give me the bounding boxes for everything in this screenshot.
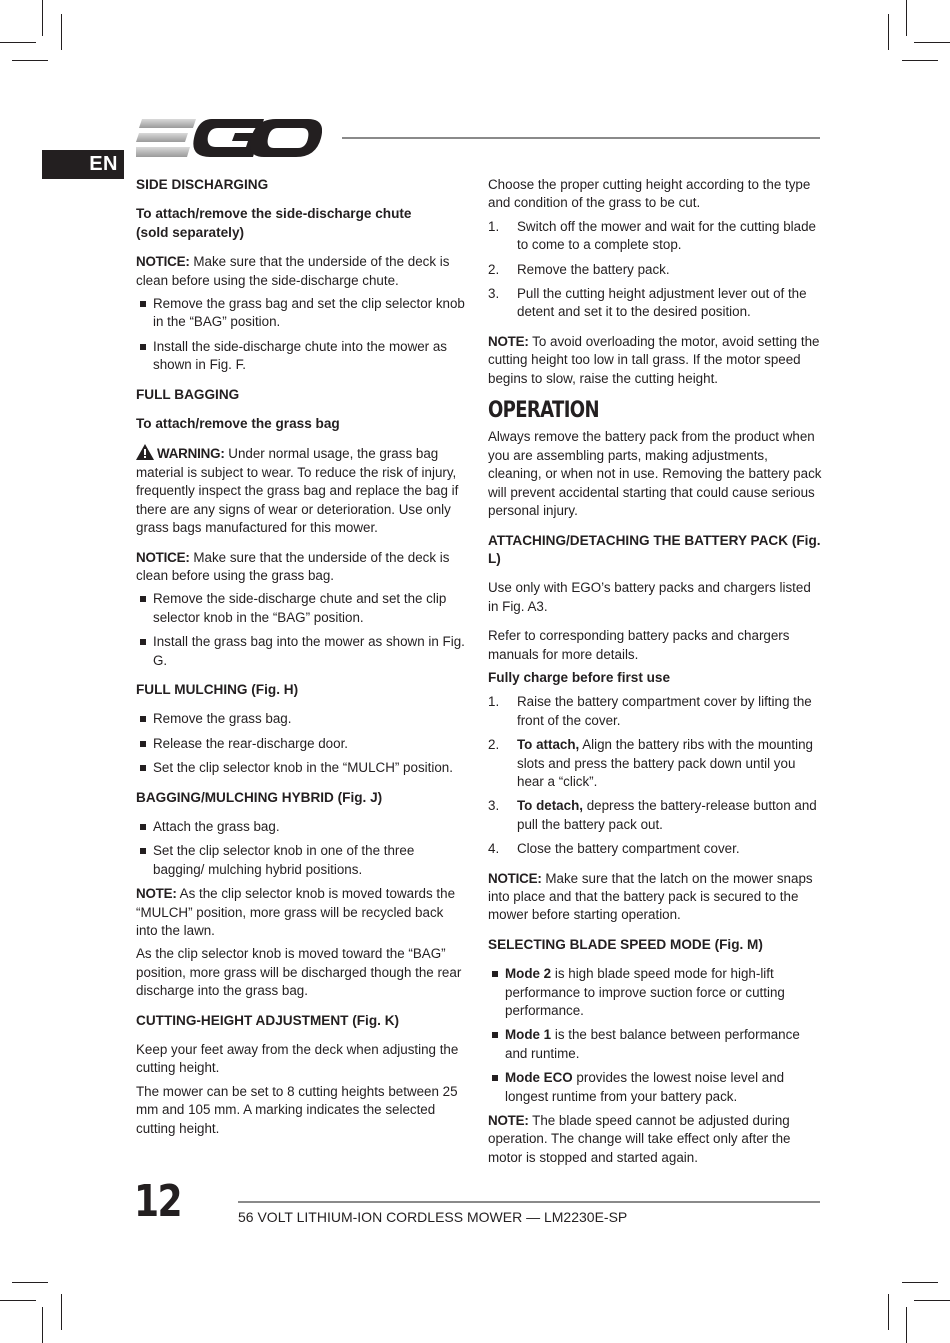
list-item xyxy=(488,285,822,322)
crop-mark xyxy=(906,1307,907,1343)
list-item: Set the clip selector knob in the “MULCH” position. xyxy=(136,759,468,777)
ego-logo xyxy=(136,117,322,159)
subheading: To attach/remove the grass bag xyxy=(136,416,340,432)
list-item: Release the rear-discharge door. xyxy=(136,735,468,753)
step-number: 1. xyxy=(488,694,500,710)
list-item xyxy=(488,218,822,255)
footer-title: 56 VOLT LITHIUM-ION CORDLESS MOWER — LM2230E-SP xyxy=(238,1209,628,1225)
crop-mark xyxy=(61,14,62,50)
step-text: Raise the battery compartment cover by lifting the front of the cover. xyxy=(517,694,812,728)
notice-paragraph xyxy=(136,253,468,290)
note-paragraph xyxy=(136,885,468,940)
list-item xyxy=(488,736,822,791)
list-item: Set the clip selector knob in one of the three bagging/ mulching hybrid positions. xyxy=(136,842,468,879)
crop-mark xyxy=(914,1300,950,1301)
step-number: 2. xyxy=(488,261,500,277)
paragraph: Refer to corresponding battery packs and chargers manuals for more details. xyxy=(488,628,790,662)
paragraph: As the clip selector knob is moved toward the “BAG” position, more grass will be discharged though the rear discharge into the grass bag. xyxy=(136,946,462,999)
bullet-list xyxy=(136,295,468,375)
crop-mark xyxy=(888,14,889,50)
crop-mark xyxy=(12,60,48,61)
crop-mark xyxy=(902,60,938,61)
notice-text: Make sure that the underside of the deck is clean before using the grass bag. xyxy=(136,549,450,583)
crop-mark xyxy=(914,42,950,43)
step-number: 2. xyxy=(488,737,500,753)
warning-paragraph xyxy=(136,444,468,537)
bullet-list xyxy=(136,590,468,670)
step-number: 4. xyxy=(488,841,500,857)
crop-mark xyxy=(12,1282,48,1283)
notice-paragraph xyxy=(136,549,468,586)
list-item: Remove the grass bag and set the clip selector knob in the “BAG” position. xyxy=(136,295,468,332)
list-item xyxy=(488,261,822,279)
subheading-line: (sold separately) xyxy=(136,224,245,240)
list-item xyxy=(488,965,822,1020)
section-heading: FULL MULCHING (Fig. H) xyxy=(136,681,299,697)
list-item xyxy=(488,693,822,730)
crop-mark xyxy=(902,1282,938,1283)
paragraph: Keep your feet away from the deck when adjusting the cutting height. xyxy=(136,1042,459,1076)
list-item xyxy=(488,1069,822,1106)
subheading: Fully charge before first use xyxy=(488,669,671,685)
mode-text: is high blade speed mode for high-lift performance to improve suction force or cutting performance. xyxy=(505,966,785,1019)
page-number: 12 xyxy=(134,1176,181,1227)
bullet-list xyxy=(488,965,822,1106)
numbered-list xyxy=(488,218,822,322)
mode-text: provides the lowest noise level and longest runtime from your battery pack. xyxy=(505,1070,785,1104)
section-heading: BAGGING/MULCHING HYBRID (Fig. J) xyxy=(136,789,383,805)
right-column xyxy=(488,176,822,1178)
list-item xyxy=(488,1026,822,1063)
warning-label: WARNING: xyxy=(157,446,225,462)
step-text: depress the battery-release button and pull the battery pack out. xyxy=(517,798,817,832)
step-text: Pull the cutting height adjustment lever out of the detent and set it to the desired position. xyxy=(517,286,807,320)
warning-triangle-icon xyxy=(136,444,154,460)
list-item: Install the grass bag into the mower as shown in Fig. G. xyxy=(136,633,468,670)
numbered-list xyxy=(488,693,822,858)
subheading-line: To attach/remove the side-discharge chute xyxy=(136,206,412,222)
note-label: NOTE: xyxy=(488,1113,529,1129)
note-paragraph xyxy=(488,1112,822,1167)
bullet-list xyxy=(136,818,468,879)
section-heading: FULL BAGGING xyxy=(136,386,240,402)
mode-label: Mode 2 xyxy=(505,966,552,982)
footer-rule xyxy=(238,1201,820,1203)
crop-mark xyxy=(42,0,43,36)
step-text: Remove the battery pack. xyxy=(517,261,670,277)
step-number: 1. xyxy=(488,218,500,234)
paragraph: The mower can be set to 8 cutting heights between 25 mm and 105 mm. A marking indicates the selected cutting height. xyxy=(136,1083,458,1136)
header-rule xyxy=(342,137,820,139)
paragraph: Always remove the battery pack from the product when you are assembling parts, making adjustments, cleaning, or when not in use. Removing the battery pack will prevent accidental starting that could cause serious personal injury. xyxy=(488,429,822,519)
section-heading: SIDE DISCHARGING xyxy=(136,177,269,192)
bullet-list xyxy=(136,710,468,777)
crop-mark xyxy=(0,1300,36,1301)
note-text: To avoid overloading the motor, avoid setting the cutting height too low in tall grass. If the motor speed begins to slow, raise the cutting height. xyxy=(488,333,820,386)
note-text: The blade speed cannot be adjusted during operation. The change will take effect only after the motor is stopped and started again. xyxy=(488,1113,791,1165)
paragraph: Use only with EGO’s battery packs and chargers listed in Fig. A3. xyxy=(488,580,811,614)
notice-text: Make sure that the underside of the deck is clean before using the side-discharge chute. xyxy=(136,254,450,288)
notice-label: NOTICE: xyxy=(488,870,542,886)
mode-label: Mode 1 xyxy=(505,1027,552,1043)
step-bold: To attach, xyxy=(517,737,580,753)
note-text: As the clip selector knob is moved towards the “MULCH” position, more grass will be recycled back into the lawn. xyxy=(136,886,456,938)
language-tab: EN xyxy=(42,150,124,179)
mode-label: Mode ECO xyxy=(505,1070,573,1086)
step-text: Align the battery ribs with the mounting slots and press the battery pack down until you hear a “click”. xyxy=(517,737,813,789)
paragraph: Choose the proper cutting height according to the type and condition of the grass to be cut. xyxy=(488,177,811,211)
warning-text: Under normal usage, the grass bag material is subject to wear. To reduce the risk of injury, frequently inspect the grass bag and replace the bag if there are any signs of wear or deterioration. Use only grass bags manufactured for this mower. xyxy=(136,446,459,536)
list-item: Remove the grass bag. xyxy=(136,710,468,728)
step-number: 3. xyxy=(488,286,500,302)
note-label: NOTE: xyxy=(488,333,529,349)
list-item xyxy=(488,797,822,834)
section-heading: SELECTING BLADE SPEED MODE (Fig. M) xyxy=(488,936,763,952)
operation-heading: OPERATION xyxy=(488,398,599,424)
crop-mark xyxy=(61,1294,62,1330)
step-bold: To detach, xyxy=(517,798,583,814)
step-number: 3. xyxy=(488,798,500,814)
list-item xyxy=(488,840,822,858)
crop-mark xyxy=(0,42,36,43)
notice-text: Make sure that the latch on the mower snaps into place and that the battery pack is secured to the mower before starting operation. xyxy=(488,870,813,923)
list-item: Attach the grass bag. xyxy=(136,818,468,836)
section-heading: CUTTING-HEIGHT ADJUSTMENT (Fig. K) xyxy=(136,1012,400,1028)
section-heading: ATTACHING/DETACHING THE BATTERY PACK (Fig. L) xyxy=(488,532,821,566)
note-paragraph xyxy=(488,333,822,388)
list-item: Remove the side-discharge chute and set the clip selector knob in the “BAG” position. xyxy=(136,590,468,627)
crop-mark xyxy=(906,0,907,36)
note-label: NOTE: xyxy=(136,886,177,902)
notice-label: NOTICE: xyxy=(136,254,190,270)
mode-text: is the best balance between performance and runtime. xyxy=(505,1027,800,1061)
notice-label: NOTICE: xyxy=(136,549,190,565)
step-text: Close the battery compartment cover. xyxy=(517,841,740,857)
notice-paragraph xyxy=(488,870,822,925)
subheading xyxy=(136,205,468,242)
left-column xyxy=(136,176,468,1149)
crop-mark xyxy=(888,1294,889,1330)
step-text: Switch off the mower and wait for the cutting blade to come to a complete stop. xyxy=(517,218,816,253)
crop-mark xyxy=(42,1307,43,1343)
list-item: Install the side-discharge chute into the mower as shown in Fig. F. xyxy=(136,338,468,375)
